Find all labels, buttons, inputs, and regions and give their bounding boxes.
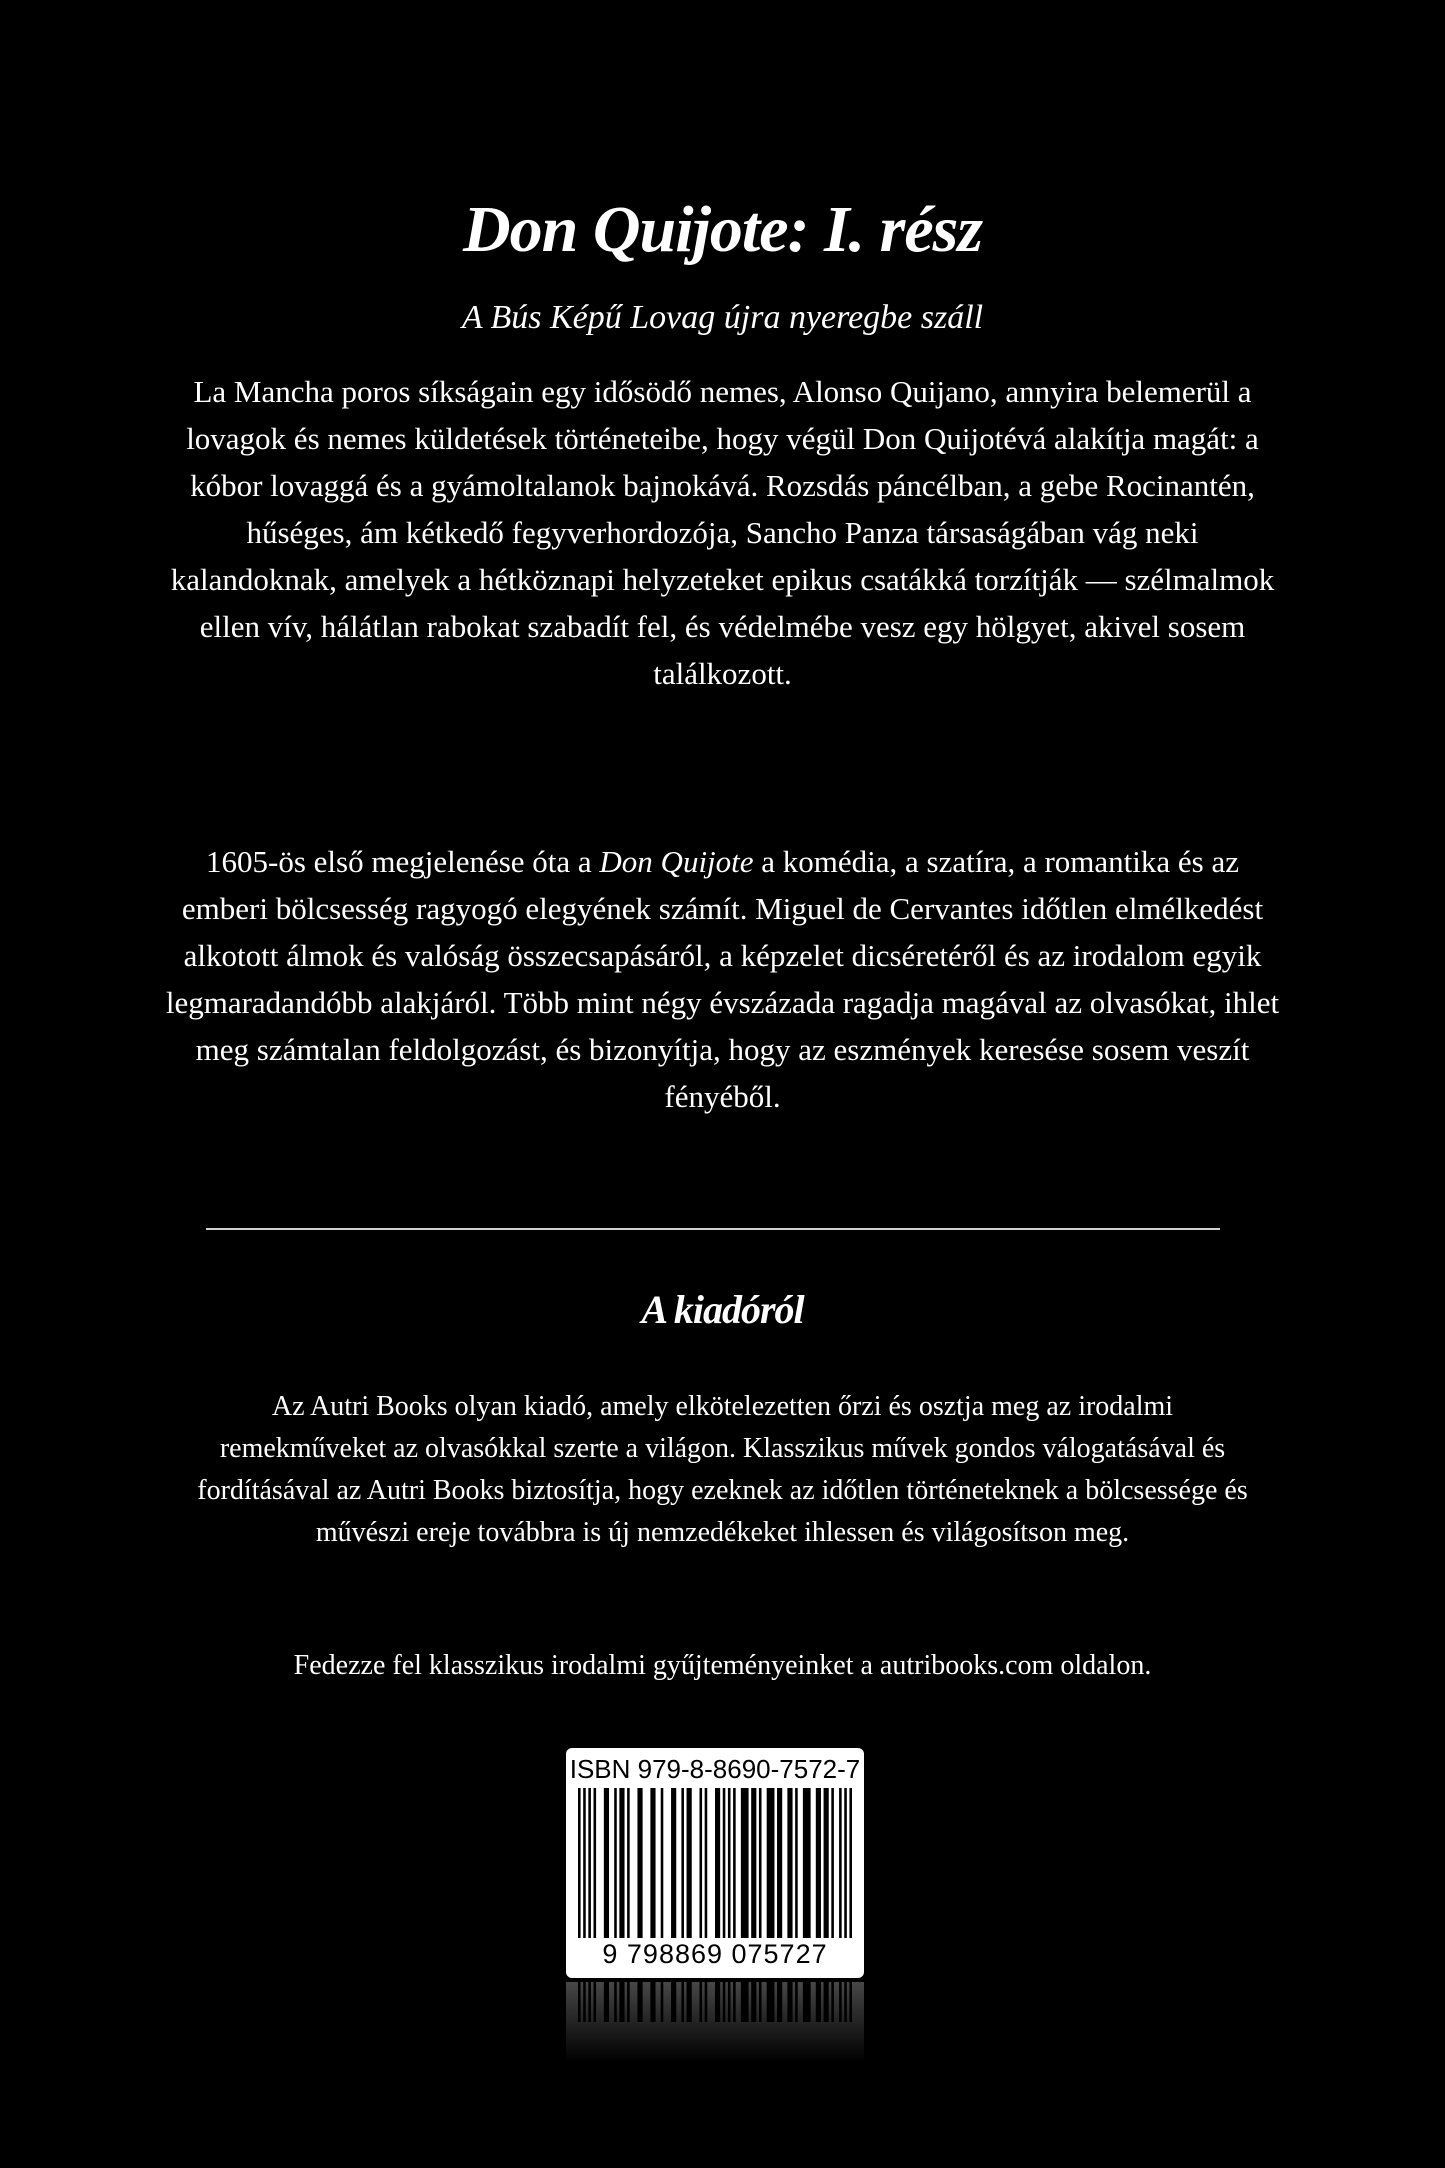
barcode-bar xyxy=(578,1788,581,1938)
barcode-bar xyxy=(849,1788,852,1938)
publisher-description: Az Autri Books olyan kiadó, amely elkötelezetten őrzi és osztja meg az irodalmi remekműveket az olvasókkal szerte a világon. Klasszikus művek gondos válogatásával és fordításával az Autri Books biztosítja, hogy ezeknek az időtlen történeteknek a bölcsessége és művészi ereje továbbra is új nemzedékeket ihlessen és világosítson meg. xyxy=(197,1391,1248,1548)
description-paragraph-1: La Mancha poros síkságain egy idősödő nemes, Alonso Quijano, annyira belemerül a lovagok és nemes küldetések történeteibe, hogy végül Don Quijotévá alakítja magát: a kóbor lovaggá és a gyámoltalanok bajnokává. Rozsdás páncélban, a gebe Rocinantén, hűséges, ám kétkedő fegyverhordozója, Sancho Panza társaságában vág neki kalandoknak, amelyek a hétköznapi helyzeteket epikus csatákká torzítják — szélmalmok ellen vív, hálátlan rabokat szabadít fel, és védelmébe vesz egy hölgyet, akivel sosem találkozott. xyxy=(170,374,1275,691)
barcode-bar xyxy=(671,1788,676,1938)
barcode-bar xyxy=(728,1788,731,1938)
paragraph-2-body: a komédia, a szatíra, a romantika és az emberi bölcsesség ragyogó elegyének számít. Miguel de Cervantes időtlen elmélkedést alkotott álmok és valóság összecsapásáról, a képzelet dicséretéről és az irodalom egyik legmaradandóbb alakjáról. Több mint négy évszázada ragadja magával az olvasókat, ihlet meg számtalan feldolgozást, és bizonyítja, hogy az eszmények keresése sosem veszít fényéből. xyxy=(165,844,1280,1114)
barcode-bar xyxy=(741,1788,749,1938)
barcode-bar xyxy=(661,1788,664,1938)
barcode-bar xyxy=(795,1788,798,1938)
barcode-bar xyxy=(759,1788,762,1938)
barcode-bar xyxy=(831,1788,834,1938)
barcode-reflection xyxy=(566,1982,864,2062)
publisher-website-note: Fedezze fel klasszikus irodalmi gyűjteményeinket a autribooks.com oldalon. xyxy=(293,1650,1152,1681)
publisher-heading: A kiadóról xyxy=(641,1287,804,1332)
barcode-bar xyxy=(699,1788,702,1938)
barcode-bar xyxy=(637,1788,642,1938)
barcode-bar xyxy=(777,1788,782,1938)
barcode-bar xyxy=(787,1788,792,1938)
barcode-bars xyxy=(578,1788,852,1938)
barcode-bar xyxy=(715,1788,720,1938)
book-subtitle: A Bús Képű Lovag újra nyeregbe száll xyxy=(461,299,984,336)
barcode-bar xyxy=(844,1788,847,1938)
barcode-bar xyxy=(767,1788,775,1938)
barcode-bar xyxy=(824,1788,829,1938)
barcode-bar xyxy=(588,1788,591,1938)
isbn-label: ISBN 979-8-8690-7572-7 xyxy=(569,1754,861,1784)
barcode-bar xyxy=(816,1788,821,1938)
barcode-digits: 9 798869 075727 xyxy=(602,1939,828,1969)
barcode-bar xyxy=(650,1788,655,1938)
barcode-bar xyxy=(687,1788,692,1938)
paragraph-2-book-title: Don Quijote xyxy=(599,844,754,879)
paragraph-2-intro: 1605-ös első megjelenése óta a xyxy=(206,844,600,879)
barcode-bar xyxy=(594,1788,597,1938)
barcode-bar xyxy=(627,1788,630,1938)
section-divider xyxy=(206,1228,1220,1230)
barcode-bar xyxy=(619,1788,624,1938)
barcode-bar xyxy=(705,1788,708,1938)
barcode-bar xyxy=(723,1788,726,1938)
barcode-bar xyxy=(733,1788,736,1938)
description-paragraph-2 xyxy=(160,838,1285,1120)
barcode-bar xyxy=(839,1788,842,1938)
barcode-bar xyxy=(751,1788,756,1938)
barcode-bar xyxy=(604,1788,609,1938)
isbn-barcode xyxy=(566,1748,864,1978)
barcode-bar xyxy=(583,1788,586,1938)
barcode-bar xyxy=(681,1788,684,1938)
book-title: Don Quijote: I. rész xyxy=(462,193,983,266)
barcode-bar xyxy=(614,1788,617,1938)
barcode-bar xyxy=(803,1788,811,1938)
